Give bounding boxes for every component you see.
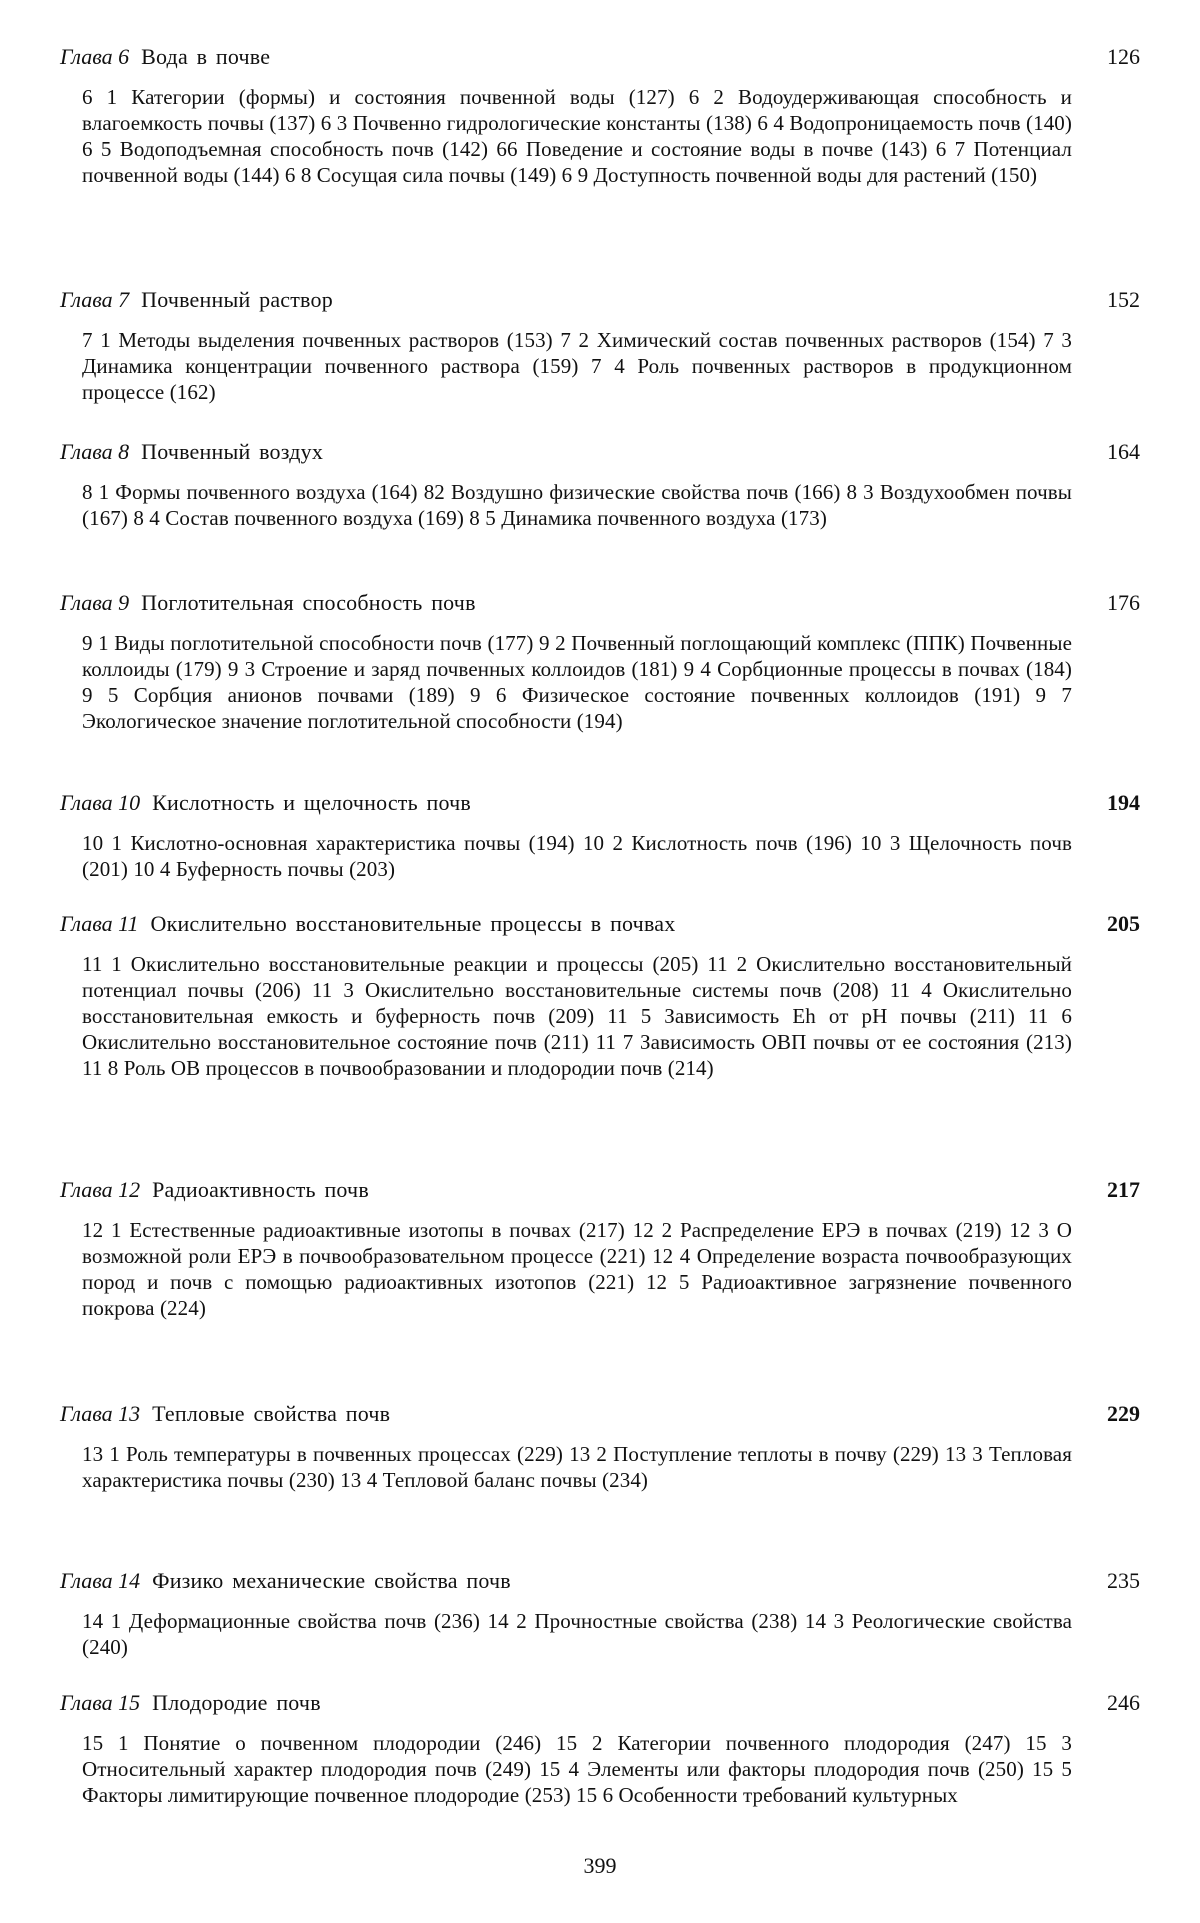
chapter-heading xyxy=(60,1173,1140,1207)
chapter-page-number: 229 xyxy=(1107,1401,1140,1426)
chapter-sections: 14 1 Деформационные свойства почв (236) 14 2 Прочностные свойства (238) 14 3 Реологические свойства (240) xyxy=(82,1609,1072,1659)
chapter-7 xyxy=(60,283,1140,405)
chapter-label: Глава 6 xyxy=(60,44,130,69)
chapter-label: Глава 12 xyxy=(60,1177,141,1202)
chapter-title: Плодородие почв xyxy=(152,1690,321,1715)
chapter-title: Кислотность и щелочность почв xyxy=(152,790,471,815)
chapter-title: Вода в почве xyxy=(141,44,271,69)
chapter-title: Радиоактивность почв xyxy=(152,1177,369,1202)
chapter-15 xyxy=(60,1686,1140,1808)
chapter-title: Тепловые свойства почв xyxy=(152,1401,391,1426)
chapter-sections: 15 1 Понятие о почвенном плодородии (246) 15 2 Категории почвенного плодородия (247) 15 3 Относительный характер плодородия почв (249) 15 4 Элементы или факторы плодородия почв (250) 15 5 Факторы лимитирующие почвенное плодородие (253) 15 6 Особенности требований культурных xyxy=(82,1731,1072,1807)
chapter-label: Глава 9 xyxy=(60,590,130,615)
chapter-page-number: 194 xyxy=(1107,790,1140,815)
chapter-title: Поглотительная способность почв xyxy=(141,590,476,615)
chapter-heading xyxy=(60,435,1140,469)
chapter-sections: 12 1 Естественные радиоактивные изотопы в почвах (217) 12 2 Распределение ЕРЭ в почвах (219) 12 3 О возможной роли ЕРЭ в почвообразовательном процессе (221) 12 4 Определение возраста почвообразующих пород и почв с помощью радиоактивных изотопов (221) 12 5 Радиоактивное загрязнение почвенного покрова (224) xyxy=(82,1218,1072,1320)
chapter-9 xyxy=(60,586,1140,734)
chapter-page-number: 205 xyxy=(1107,911,1140,936)
chapter-heading xyxy=(60,786,1140,820)
chapter-page-number: 152 xyxy=(1107,287,1140,312)
chapter-page-number: 246 xyxy=(1107,1690,1140,1715)
chapter-title: Физико механические свойства почв xyxy=(152,1568,511,1593)
chapter-14 xyxy=(60,1564,1140,1660)
chapter-label: Глава 11 xyxy=(60,911,139,936)
chapter-page-number: 164 xyxy=(1107,439,1140,464)
chapter-10 xyxy=(60,786,1140,882)
chapter-sections: 11 1 Окислительно восстановительные реакции и процессы (205) 11 2 Окислительно восстановительный потенциал почвы (206) 11 3 Окислительно восстановительные системы почв (208) 11 4 Окислительно восстановительная емкость и буферность почв (209) 11 5 Зависимость Eh от pH почвы (211) 11 6 Окислительно восстановительное состояние почв (211) 11 7 Зависимость ОВП почвы от ее состояния (213) 11 8 Роль ОВ процессов в почвообразовании и плодородии почв (214) xyxy=(82,952,1072,1080)
chapter-13 xyxy=(60,1397,1140,1493)
chapter-page-number: 217 xyxy=(1107,1177,1140,1202)
chapter-label: Глава 14 xyxy=(60,1568,141,1593)
chapter-title: Окислительно восстановительные процессы в почвах xyxy=(150,911,676,936)
chapter-title: Почвенный воздух xyxy=(141,439,324,464)
chapter-11 xyxy=(60,907,1140,1081)
chapter-heading xyxy=(60,1397,1140,1431)
chapter-label: Глава 13 xyxy=(60,1401,141,1426)
chapter-sections: 6 1 Категории (формы) и состояния почвенной воды (127) 6 2 Водоудерживающая способность и влагоемкость почвы (137) 6 3 Почвенно гидрологические константы (138) 6 4 Водопроницаемость почв (140) 6 5 Водоподъемная способность почв (142) 66 Поведение и состояние воды в почве (143) 6 7 Потенциал почвенной воды (144) 6 8 Сосущая сила почвы (149) 6 9 Доступность почвенной воды для растений (150) xyxy=(82,85,1072,187)
chapter-6 xyxy=(60,40,1140,188)
chapter-sections: 9 1 Виды поглотительной способности почв (177) 9 2 Почвенный поглощающий комплекс (ППК) Почвенные коллоиды (179) 9 3 Строение и заряд почвенных коллоидов (181) 9 4 Сорбционные процессы в почвах (184) 9 5 Сорбция анионов почвами (189) 9 6 Физическое состояние почвенных коллоидов (191) 9 7 Экологическое значение поглотительной способности (194) xyxy=(82,631,1072,733)
chapter-heading xyxy=(60,1686,1140,1720)
chapter-heading xyxy=(60,283,1140,317)
chapter-label: Глава 10 xyxy=(60,790,141,815)
chapter-12 xyxy=(60,1173,1140,1321)
chapter-page-number: 235 xyxy=(1107,1568,1140,1593)
chapter-heading xyxy=(60,1564,1140,1598)
chapter-sections: 10 1 Кислотно-основная характеристика почвы (194) 10 2 Кислотность почв (196) 10 3 Щелочность почв (201) 10 4 Буферность почвы (203) xyxy=(82,831,1072,881)
chapter-sections: 13 1 Роль температуры в почвенных процессах (229) 13 2 Поступление теплоты в почву (229) 13 3 Тепловая характеристика почвы (230) 13 4 Тепловой баланс почвы (234) xyxy=(82,1442,1072,1492)
chapter-heading xyxy=(60,586,1140,620)
chapter-page-number: 126 xyxy=(1107,44,1140,69)
page-folio: 399 xyxy=(583,1853,617,1878)
chapter-heading xyxy=(60,907,1140,941)
chapter-label: Глава 8 xyxy=(60,439,130,464)
chapter-label: Глава 7 xyxy=(60,287,130,312)
chapter-sections: 7 1 Методы выделения почвенных растворов (153) 7 2 Химический состав почвенных растворов (154) 7 3 Динамика концентрации почвенного раствора (159) 7 4 Роль почвенных растворов в продукционном процессе (162) xyxy=(82,328,1072,404)
chapter-page-number: 176 xyxy=(1107,590,1140,615)
chapter-heading xyxy=(60,40,1140,74)
chapter-8 xyxy=(60,435,1140,531)
chapter-sections: 8 1 Формы почвенного воздуха (164) 82 Воздушно физические свойства почв (166) 8 3 Воздухообмен почвы (167) 8 4 Состав почвенного воздуха (169) 8 5 Динамика почвенного воздуха (173) xyxy=(82,480,1072,530)
chapter-label: Глава 15 xyxy=(60,1690,141,1715)
chapter-title: Почвенный раствор xyxy=(141,287,333,312)
